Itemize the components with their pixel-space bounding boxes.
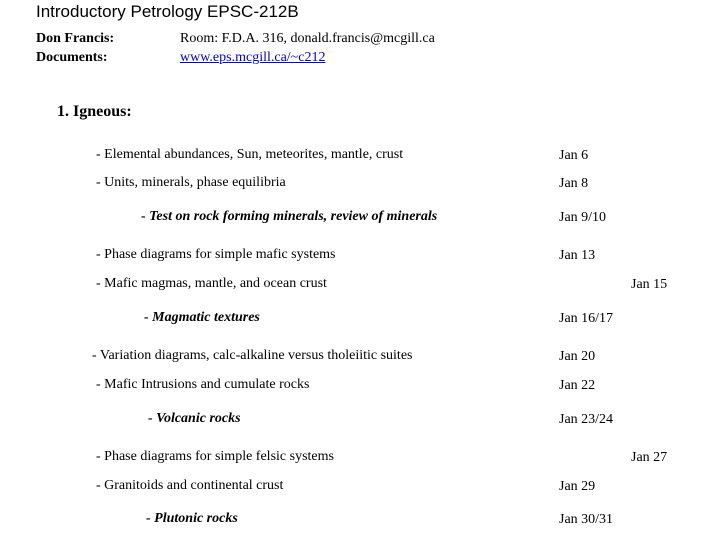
instructor-label: Don Francis:	[36, 31, 115, 46]
lab-item: - Volcanic rocks	[148, 411, 241, 426]
topic-date: Jan 16/17	[559, 311, 614, 326]
topic-item: - Phase diagrams for simple mafic systems	[96, 247, 336, 262]
topic-item: - Mafic magmas, mantle, and ocean crust	[96, 276, 327, 291]
topic-date: Jan 6	[559, 148, 589, 163]
lab-item: - Test on rock forming minerals, review of minerals	[141, 209, 438, 224]
topic-date: Jan 9/10	[559, 210, 607, 225]
lab-item: - Magmatic textures	[144, 310, 260, 325]
topic-item: - Units, minerals, phase equilibria	[96, 175, 286, 190]
instructor-info: Room: F.D.A. 316, donald.francis@mcgill.ca	[180, 31, 435, 46]
lab-item: - Plutonic rocks	[146, 511, 238, 526]
topic-date: Jan 29	[559, 479, 596, 494]
topic-date: Jan 30/31	[559, 512, 614, 527]
page-title: Introductory Petrology EPSC-212B	[36, 2, 299, 21]
topic-date: Jan 23/24	[559, 412, 614, 427]
topic-date: Jan 22	[559, 378, 596, 393]
documents-link[interactable]: www.eps.mcgill.ca/~c212	[180, 50, 326, 65]
documents-label-text: Documents:	[36, 50, 108, 65]
topic-item: - Mafic Intrusions and cumulate rocks	[96, 377, 310, 392]
documents-label	[36, 50, 108, 66]
topic-item: - Elemental abundances, Sun, meteorites, mantle, crust	[96, 147, 404, 162]
topic-date: Jan 27	[631, 450, 668, 465]
topic-date: Jan 15	[631, 277, 668, 292]
topic-date: Jan 8	[559, 176, 589, 191]
topic-item: - Phase diagrams for simple felsic systems	[96, 449, 334, 464]
topic-item: - Granitoids and continental crust	[96, 478, 284, 493]
section-heading: 1. Igneous:	[57, 103, 132, 120]
topic-item: - Variation diagrams, calc-alkaline versus tholeiitic suites	[92, 348, 413, 363]
topic-date: Jan 20	[559, 349, 596, 364]
topic-date: Jan 13	[559, 248, 596, 263]
